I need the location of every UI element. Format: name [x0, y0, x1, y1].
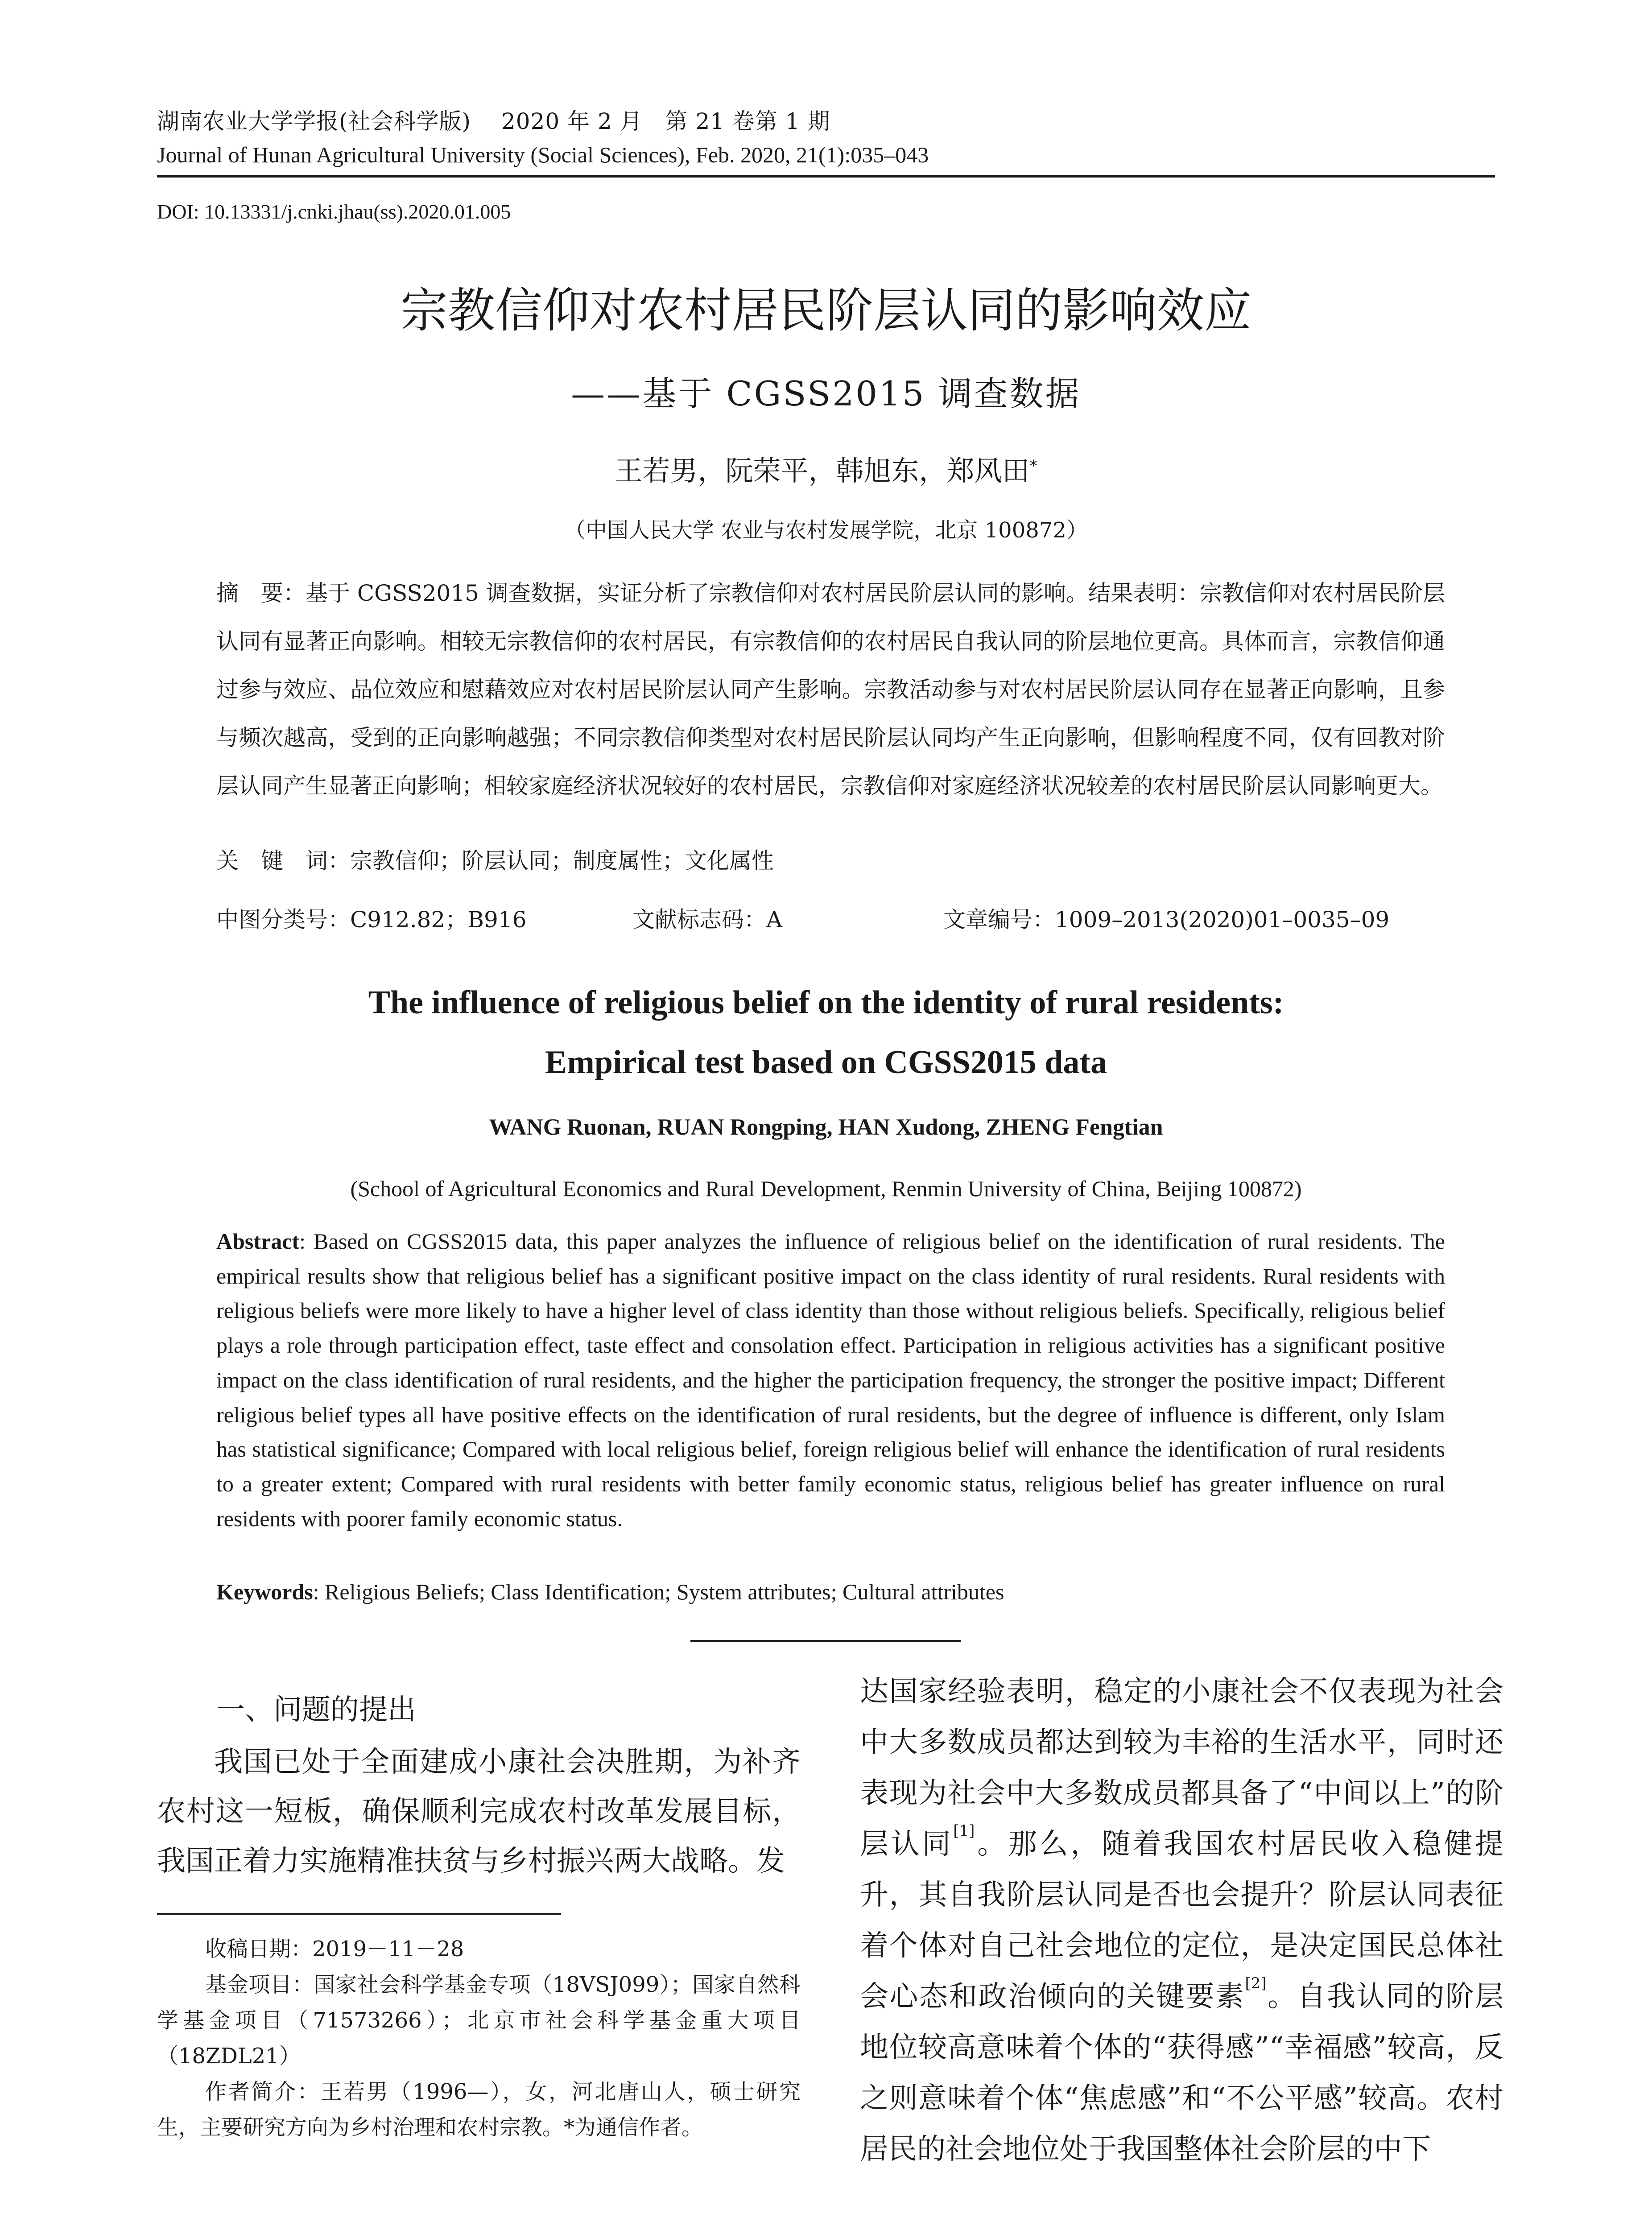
footnote-received [157, 1931, 801, 1967]
right-column-body [860, 1666, 1503, 2175]
keywords-en-label: Keywords [216, 1579, 313, 1604]
paper-title: 宗教信仰对农村居民阶层认同的影响效应 [401, 283, 1251, 338]
abstract-en [216, 1224, 1445, 1536]
doi: DOI: 10.13331/j.cnki.jhau(ss).2020.01.005 [157, 200, 511, 223]
abstract-cn [216, 569, 1445, 810]
body-paragraph-continued [860, 1666, 1503, 2175]
keywords-en-text: : Religious Beliefs; Class Identification; System attributes; Cultural attributes [313, 1579, 1004, 1604]
received-label: 收稿日期： [205, 1937, 313, 1962]
footnotes [157, 1931, 801, 2145]
fund-value: 国家社会科学基金专项（18VSJ099）；国家自然科学基金项目（71573266）；北京市社会科学基金重大项目（18ZDL21） [157, 1972, 801, 2069]
english-authors: WANG Ruonan, RUAN Rongping, HAN Xudong, ZHENG Fengtian [489, 1115, 1163, 1140]
keywords-cn-text: 宗教信仰；阶层认同；制度属性；文化属性 [350, 848, 774, 874]
paper-subtitle: ——基于 CGSS2015 调查数据 [571, 374, 1081, 413]
citation-1[interactable]: [1] [953, 1822, 975, 1840]
clc-value: C912.82；B916 [350, 907, 527, 933]
citation-2[interactable]: [2] [1245, 1974, 1267, 1992]
keywords-cn-label: 关 键 词： [216, 848, 350, 874]
corresponding-mark: * [1029, 457, 1037, 475]
article-number [943, 902, 1389, 934]
fund-label: 基金项目： [205, 1972, 314, 1997]
keywords-en [216, 1579, 1445, 1605]
header-rule [157, 175, 1495, 178]
abstract-cn-label: 摘 要： [216, 580, 306, 606]
doc-code [632, 902, 782, 934]
footnote-author [157, 2074, 801, 2145]
author-label: 作者简介： [205, 2079, 321, 2104]
footnote-fund [157, 1967, 801, 2074]
abstract-en-label: Abstract [216, 1229, 300, 1254]
affiliation: （中国人民大学 农业与农村发展学院，北京 100872） [564, 518, 1088, 543]
clc-code [216, 902, 526, 934]
received-value: 2019－11－28 [312, 1937, 464, 1962]
art-value: 1009–2013(2020)01–0035–09 [1055, 907, 1390, 933]
right-text-1: 达国家经验表明，稳定的小康社会不仅表现为社会中大多数成员都达到较为丰裕的生活水平，同时还表现为社会中大多数成员都具备了“中间以上”的阶层认同 [860, 1675, 1503, 1861]
english-title-line2: Empirical test based on CGSS2015 data [545, 1044, 1107, 1081]
journal-header-en: Journal of Hunan Agricultural University (Social Sciences), Feb. 2020, 21(1):035–043 [157, 142, 929, 167]
author-value: 王若男（1996—），女，河北唐山人，硕士研究生，主要研究方向为乡村治理和农村宗教。*为通信作者。 [157, 2079, 801, 2140]
keywords-cn [216, 843, 1445, 875]
right-text-2: 。那么，随着我国农村居民收入稳健提升，其自我阶层认同是否也会提升？阶层认同表征着个体对自己社会地位的定位，是决定国民总体社会心态和政治倾向的关键要素 [860, 1828, 1504, 2013]
footnote-rule [157, 1913, 561, 1915]
body-paragraph: 我国已处于全面建成小康社会决胜期，为补齐农村这一短板，确保顺利完成农村改革发展目标，我国正着力实施精准扶贫与乡村振兴两大战略。发 [157, 1746, 801, 1878]
clc-label: 中图分类号： [216, 907, 350, 933]
english-affiliation: (School of Agricultural Economics and Rural Development, Renmin University of China, Beijing 100872) [350, 1176, 1302, 1201]
abstract-en-text: : Based on CGSS2015 data, this paper analyzes the influence of religious belief on the identification of rural residents. The empirical results show that religious belief has a significant positive impact on the class identity of rural residents. Rural residents with religious beliefs were more likely to have a higher level of class identity than those without religious beliefs. Specifically, religious belief plays a role through participation effect, taste effect and consolation effect. Participation in religious activities has a significant positive impact on the class identification of rural residents, and the higher the participation frequency, the stronger the positive impact; Different religious belief types all have positive effects on the identification of rural residents, but the degree of influence is different, only Islam has statistical significance; Compared with local religious belief, foreign religious belief will enhance the identification of rural residents to a greater extent; Compared with rural residents with better family economic status, religious belief has greater influence on rural residents with poorer family economic status. [216, 1229, 1445, 1531]
doc-label: 文献标志码： [632, 907, 766, 933]
right-text-3: 。自我认同的阶层地位较高意味着个体的“获得感”“幸福感”较高，反之则意味着个体“焦虑感”和“不公平感”较高。农村居民的社会地位处于我国整体社会阶层的中下 [860, 1980, 1504, 2166]
english-title-line1: The influence of religious belief on the identity of rural residents: [368, 984, 1284, 1021]
author-names: 王若男，阮荣平，韩旭东，郑风田 [615, 454, 1030, 487]
abstract-cn-text: 基于 CGSS2015 调查数据，实证分析了宗教信仰对农村居民阶层认同的影响。结果表明：宗教信仰对农村居民阶层认同有显著正向影响。相较无宗教信仰的农村居民，有宗教信仰的农村居民自我认同的阶层地位更高。具体而言，宗教信仰通过参与效应、品位效应和慰藉效应对农村居民阶层认同产生影响。宗教活动参与对农村居民阶层认同存在显著正向影响，且参与频次越高，受到的正向影响越强；不同宗教信仰类型对农村居民阶层认同均产生正向影响，但影响程度不同，仅有回教对阶层认同产生显著正向影响；相较家庭经济状况较好的农村居民，宗教信仰对家庭经济状况较差的农村居民阶层认同影响更大。 [216, 580, 1446, 799]
doc-value: A [766, 907, 783, 933]
journal-header-cn: 湖南农业大学学报(社会科学版) 2020 年 2 月 第 21 卷第 1 期 [157, 108, 830, 134]
left-column-body [157, 1738, 801, 1886]
art-label: 文章编号： [943, 907, 1055, 933]
section-separator [690, 1640, 961, 1642]
section-heading: 一、问题的提出 [216, 1693, 416, 1726]
authors [0, 449, 1652, 488]
